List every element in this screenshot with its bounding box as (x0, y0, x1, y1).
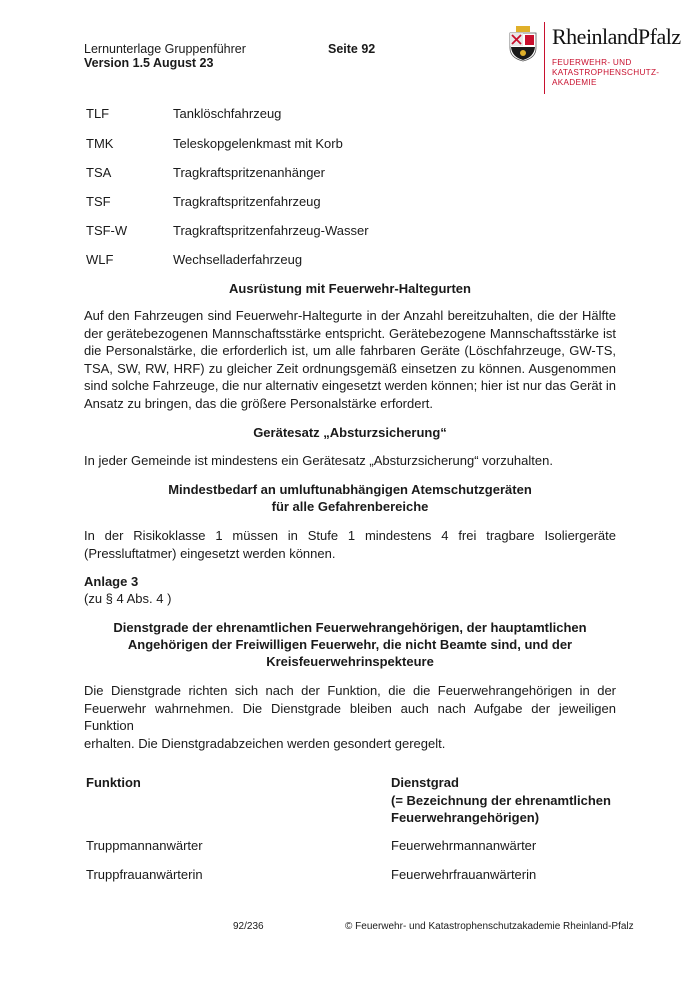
table-cell-funktion: Truppfrauanwärterin (86, 867, 203, 882)
paragraph-line: Ansatz zu bringen, das die größere Personalstärke erfordert. (84, 395, 434, 411)
abbreviation-description: Tragkraftspritzenfahrzeug-Wasser (173, 223, 369, 238)
abbreviation: TSF (86, 194, 111, 209)
coat-of-arms-icon (508, 26, 538, 62)
paragraph-line: sind solche Fahrzeuge, die nur alternativ eingesetzt werden können; hier ist nur das Gerät in (84, 378, 616, 393)
heading-line: Angehörigen der Freiwilligen Feuerwehr, die nicht Beamte sind, und der (127, 637, 573, 652)
table-cell-dienstgrad: Feuerwehrmannanwärter (391, 838, 537, 853)
table-header-funktion: Funktion (86, 775, 141, 790)
abbreviation: TLF (86, 106, 110, 121)
abbreviation-description: Tanklöschfahrzeug (173, 106, 282, 121)
section-heading-absturzsicherung: Gerätesatz „Absturzsicherung“ (253, 425, 447, 440)
document-version: Version 1.5 August 23 (84, 56, 214, 70)
logo-brand: RheinlandPfalz (552, 24, 681, 49)
table-header-line: Dienstgrad (391, 775, 459, 790)
logo-org-line: KATASTROPHENSCHUTZ- (552, 68, 660, 77)
page-label: Seite 92 (328, 42, 376, 56)
table-header-dienstgrad (391, 774, 611, 827)
abbreviation: TSA (86, 165, 112, 180)
anlage-reference: (zu § 4 Abs. 4 ) (84, 591, 172, 606)
paragraph-line: Feuerwehr wahrnehmen. Die Dienstgrade bleiben auch nach Aufgabe der jeweiligen Funktion (84, 700, 616, 733)
anlage-block (84, 573, 171, 607)
logo-org-line: FEUERWEHR- UND (552, 58, 632, 67)
paragraph-line: In der Risikoklasse 1 müssen in Stufe 1 mindestens 4 frei tragbare Isoliergeräte (84, 528, 616, 543)
logo-divider (544, 22, 545, 94)
abbreviation: TMK (86, 136, 114, 151)
document-header (84, 42, 246, 70)
logo-org (552, 58, 659, 88)
paragraph-line: Die Dienstgrade richten sich nach der Funktion, die die Feuerwehrangehörigen in der (84, 683, 616, 698)
table-header-line: Feuerwehrangehörigen) (391, 810, 540, 825)
anlage-title: Anlage 3 (84, 574, 139, 589)
section-heading-haltegurte: Ausrüstung mit Feuerwehr-Haltegurten (229, 281, 471, 296)
abbreviation-description: Teleskopgelenkmast mit Korb (173, 136, 343, 151)
paragraph-haltegurte (84, 307, 616, 412)
abbreviation-description: Wechselladerfahrzeug (173, 252, 303, 267)
section-heading-dienstgrade (84, 619, 616, 670)
heading-line: Dienstgrade der ehrenamtlichen Feuerwehrangehörigen, der hauptamtlichen (113, 620, 587, 635)
table-cell-dienstgrad: Feuerwehrfrauanwärterin (391, 867, 537, 882)
abbreviation-description: Tragkraftspritzenanhänger (173, 165, 325, 180)
paragraph-line: TSA, SW, RW, HRF) zu gleicher Zeit ordnungsgemäß einsetzen zu können. Ausgenommen (84, 360, 616, 376)
paragraph-line: die Personalstärke, die erforderlich ist, um alle fahrbaren Geräte (Löschfahrzeuge, GW-TS, (84, 343, 616, 358)
section-heading-atemschutz (84, 481, 616, 515)
footer-page-number: 92/236 (233, 921, 264, 932)
paragraph-line: Auf den Fahrzeugen sind Feuerwehr-Haltegurte in der Anzahl bereitzuhalten, die der Hälfte (84, 308, 616, 323)
paragraph-absturzsicherung (84, 452, 616, 470)
heading-line: Kreisfeuerwehrinspekteure (266, 654, 434, 669)
paragraph-atemschutz (84, 527, 616, 562)
abbreviation-description: Tragkraftspritzenfahrzeug (173, 194, 321, 209)
abbreviation: TSF-W (86, 223, 128, 238)
document-title: Lernunterlage Gruppenführer (84, 42, 246, 56)
paragraph-line: der gerätebezogenen Mannschaftsstärke entspricht. Gerätebezogene Mannschaftsstärke ist (84, 325, 616, 341)
logo-org-line: AKADEMIE (552, 78, 597, 87)
heading-line: für alle Gefahrenbereiche (271, 499, 429, 514)
abbreviation: WLF (86, 252, 114, 267)
paragraph-line: erhalten. Die Dienstgradabzeichen werden gesondert geregelt. (84, 735, 446, 751)
paragraph-dienstgrade (84, 682, 616, 752)
heading-line: Mindestbedarf an umluftunabhängigen Atemschutzgeräten (168, 482, 532, 497)
rlp-logo (508, 22, 681, 94)
table-header-line: (= Bezeichnung der ehrenamtlichen (391, 792, 611, 808)
table-cell-funktion: Truppmannanwärter (86, 838, 203, 853)
paragraph-line: (Pressluftatmer) eingesetzt werden können. (84, 545, 336, 561)
footer-copyright: © Feuerwehr- und Katastrophenschutzakademie Rheinland-Pfalz (345, 921, 634, 932)
paragraph-line: In jeder Gemeinde ist mindestens ein Gerätesatz „Absturzsicherung“ vorzuhalten. (84, 453, 553, 468)
